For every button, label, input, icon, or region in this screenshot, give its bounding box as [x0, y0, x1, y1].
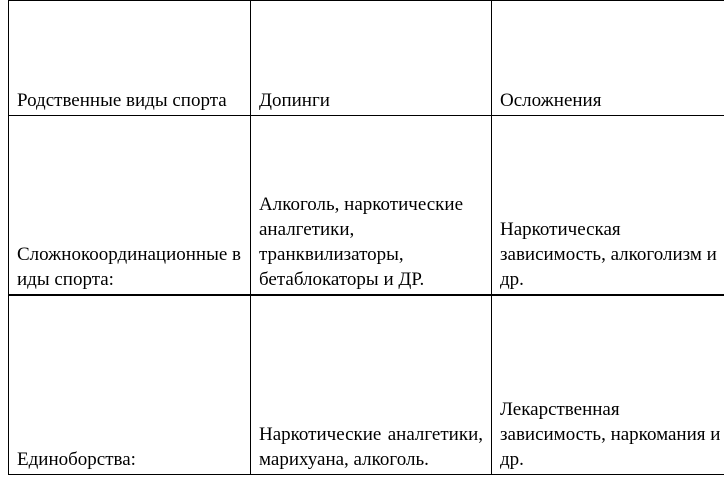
doping-text: Наркотические аналгетики, марихуана, алкоголь. — [259, 424, 483, 470]
complications-cell — [492, 116, 724, 296]
header-cell-sport — [9, 1, 251, 116]
table-header-row — [9, 1, 724, 116]
header-sport-label: Родственные виды спорта — [17, 90, 227, 111]
header-complications-label: Осложнения — [500, 90, 602, 111]
sport-name: Сложнокоординационные виды спорта: — [17, 244, 242, 290]
table-row — [9, 116, 724, 296]
header-cell-complications — [492, 1, 724, 116]
complications-text: Лекарственная зависимость, наркомания и др. — [500, 399, 721, 470]
header-doping-label: Допинги — [259, 90, 330, 111]
sport-cell — [9, 295, 251, 475]
doping-cell — [251, 295, 492, 475]
doping-text: Алкоголь, наркотические аналгетики, транквилизаторы, бетаблокаторы и ДР. — [259, 194, 463, 290]
sport-name: Единоборства: — [17, 449, 136, 470]
table-row — [9, 295, 724, 475]
complications-cell — [492, 295, 724, 475]
header-cell-doping — [251, 1, 492, 116]
sports-doping-table — [8, 0, 724, 475]
doping-cell — [251, 116, 492, 296]
sport-cell — [9, 116, 251, 296]
complications-text: Наркотическая зависимость, алкоголизм и др. — [500, 219, 717, 290]
